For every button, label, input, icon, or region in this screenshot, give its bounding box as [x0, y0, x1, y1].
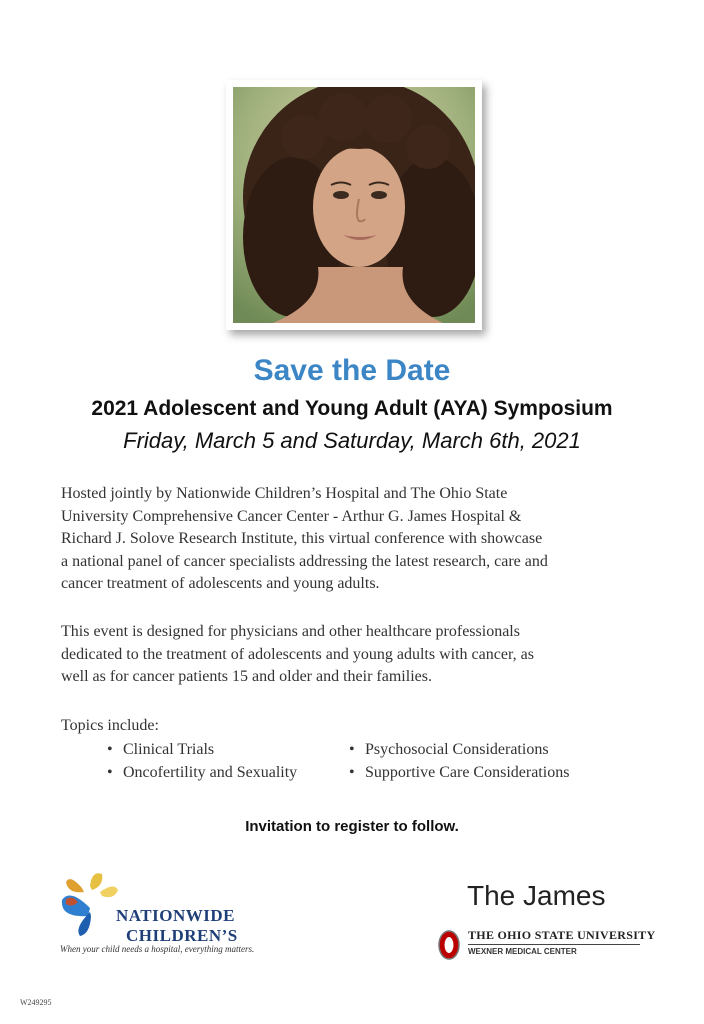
osu-logo: [438, 928, 656, 962]
intro-paragraph: [61, 483, 651, 596]
event-title: 2021 Adolescent and Young Adult (AYA) Symposium: [91, 397, 613, 420]
save-the-date-heading: Save the Date: [253, 354, 451, 387]
intro-line: cancer treatment of adolescents and young adults.: [61, 575, 380, 592]
topic-text: Supportive Care Considerations: [365, 764, 570, 781]
osu-name: THE OHIO STATE UNIVERSITY: [468, 928, 656, 942]
audience-line: well as for cancer patients 15 and older and their families.: [61, 668, 432, 685]
bullet: •: [349, 741, 355, 758]
audience-paragraph: [61, 621, 651, 689]
invitation-note: Invitation to register to follow.: [245, 818, 459, 835]
intro-line: University Comprehensive Cancer Center - Arthur G. James Hospital &: [61, 507, 522, 525]
intro-line: Hosted jointly by Nationwide Children’s Hospital and The Ohio State: [61, 485, 508, 502]
portrait-photo-frame: [226, 80, 482, 330]
nch-name-line1: NATIONWIDE: [116, 906, 235, 925]
topic-item: [107, 741, 214, 759]
the-james-wordmark: The James: [467, 880, 606, 911]
bullet: •: [107, 741, 113, 758]
bullet: •: [107, 764, 113, 781]
event-dates: Friday, March 5 and Saturday, March 6th, 2021: [123, 428, 581, 453]
nch-tagline: When your child needs a hospital, everything matters.: [60, 944, 255, 954]
intro-line: Richard J. Solove Research Institute, this virtual conference with showcase: [61, 530, 543, 547]
nch-name-line2: CHILDREN’S: [126, 926, 238, 945]
butterfly-icon: [60, 868, 120, 940]
portrait-illustration: [233, 87, 475, 323]
block-o-icon: [438, 930, 460, 960]
topic-item: [107, 764, 297, 782]
portrait-photo: [233, 87, 475, 323]
topic-text: Psychosocial Considerations: [365, 741, 549, 758]
osu-divider: [468, 944, 640, 945]
topics-label: Topics include:: [61, 717, 159, 734]
document-id: W249295: [20, 998, 52, 1007]
topic-item: [349, 764, 569, 782]
audience-line: This event is designed for physicians and other healthcare professionals: [61, 623, 520, 640]
topic-text: Oncofertility and Sexuality: [123, 764, 298, 781]
bullet: •: [349, 764, 355, 781]
audience-line: dedicated to the treatment of adolescents and young adults with cancer, as: [61, 645, 534, 663]
topic-item: [349, 741, 549, 759]
topic-text: Clinical Trials: [123, 741, 215, 758]
nch-wordmark: [116, 906, 238, 946]
osu-medical-center: WEXNER MEDICAL CENTER: [468, 947, 577, 956]
intro-line: a national panel of cancer specialists addressing the latest research, care and: [61, 552, 548, 570]
nationwide-childrens-logo: [60, 868, 280, 960]
